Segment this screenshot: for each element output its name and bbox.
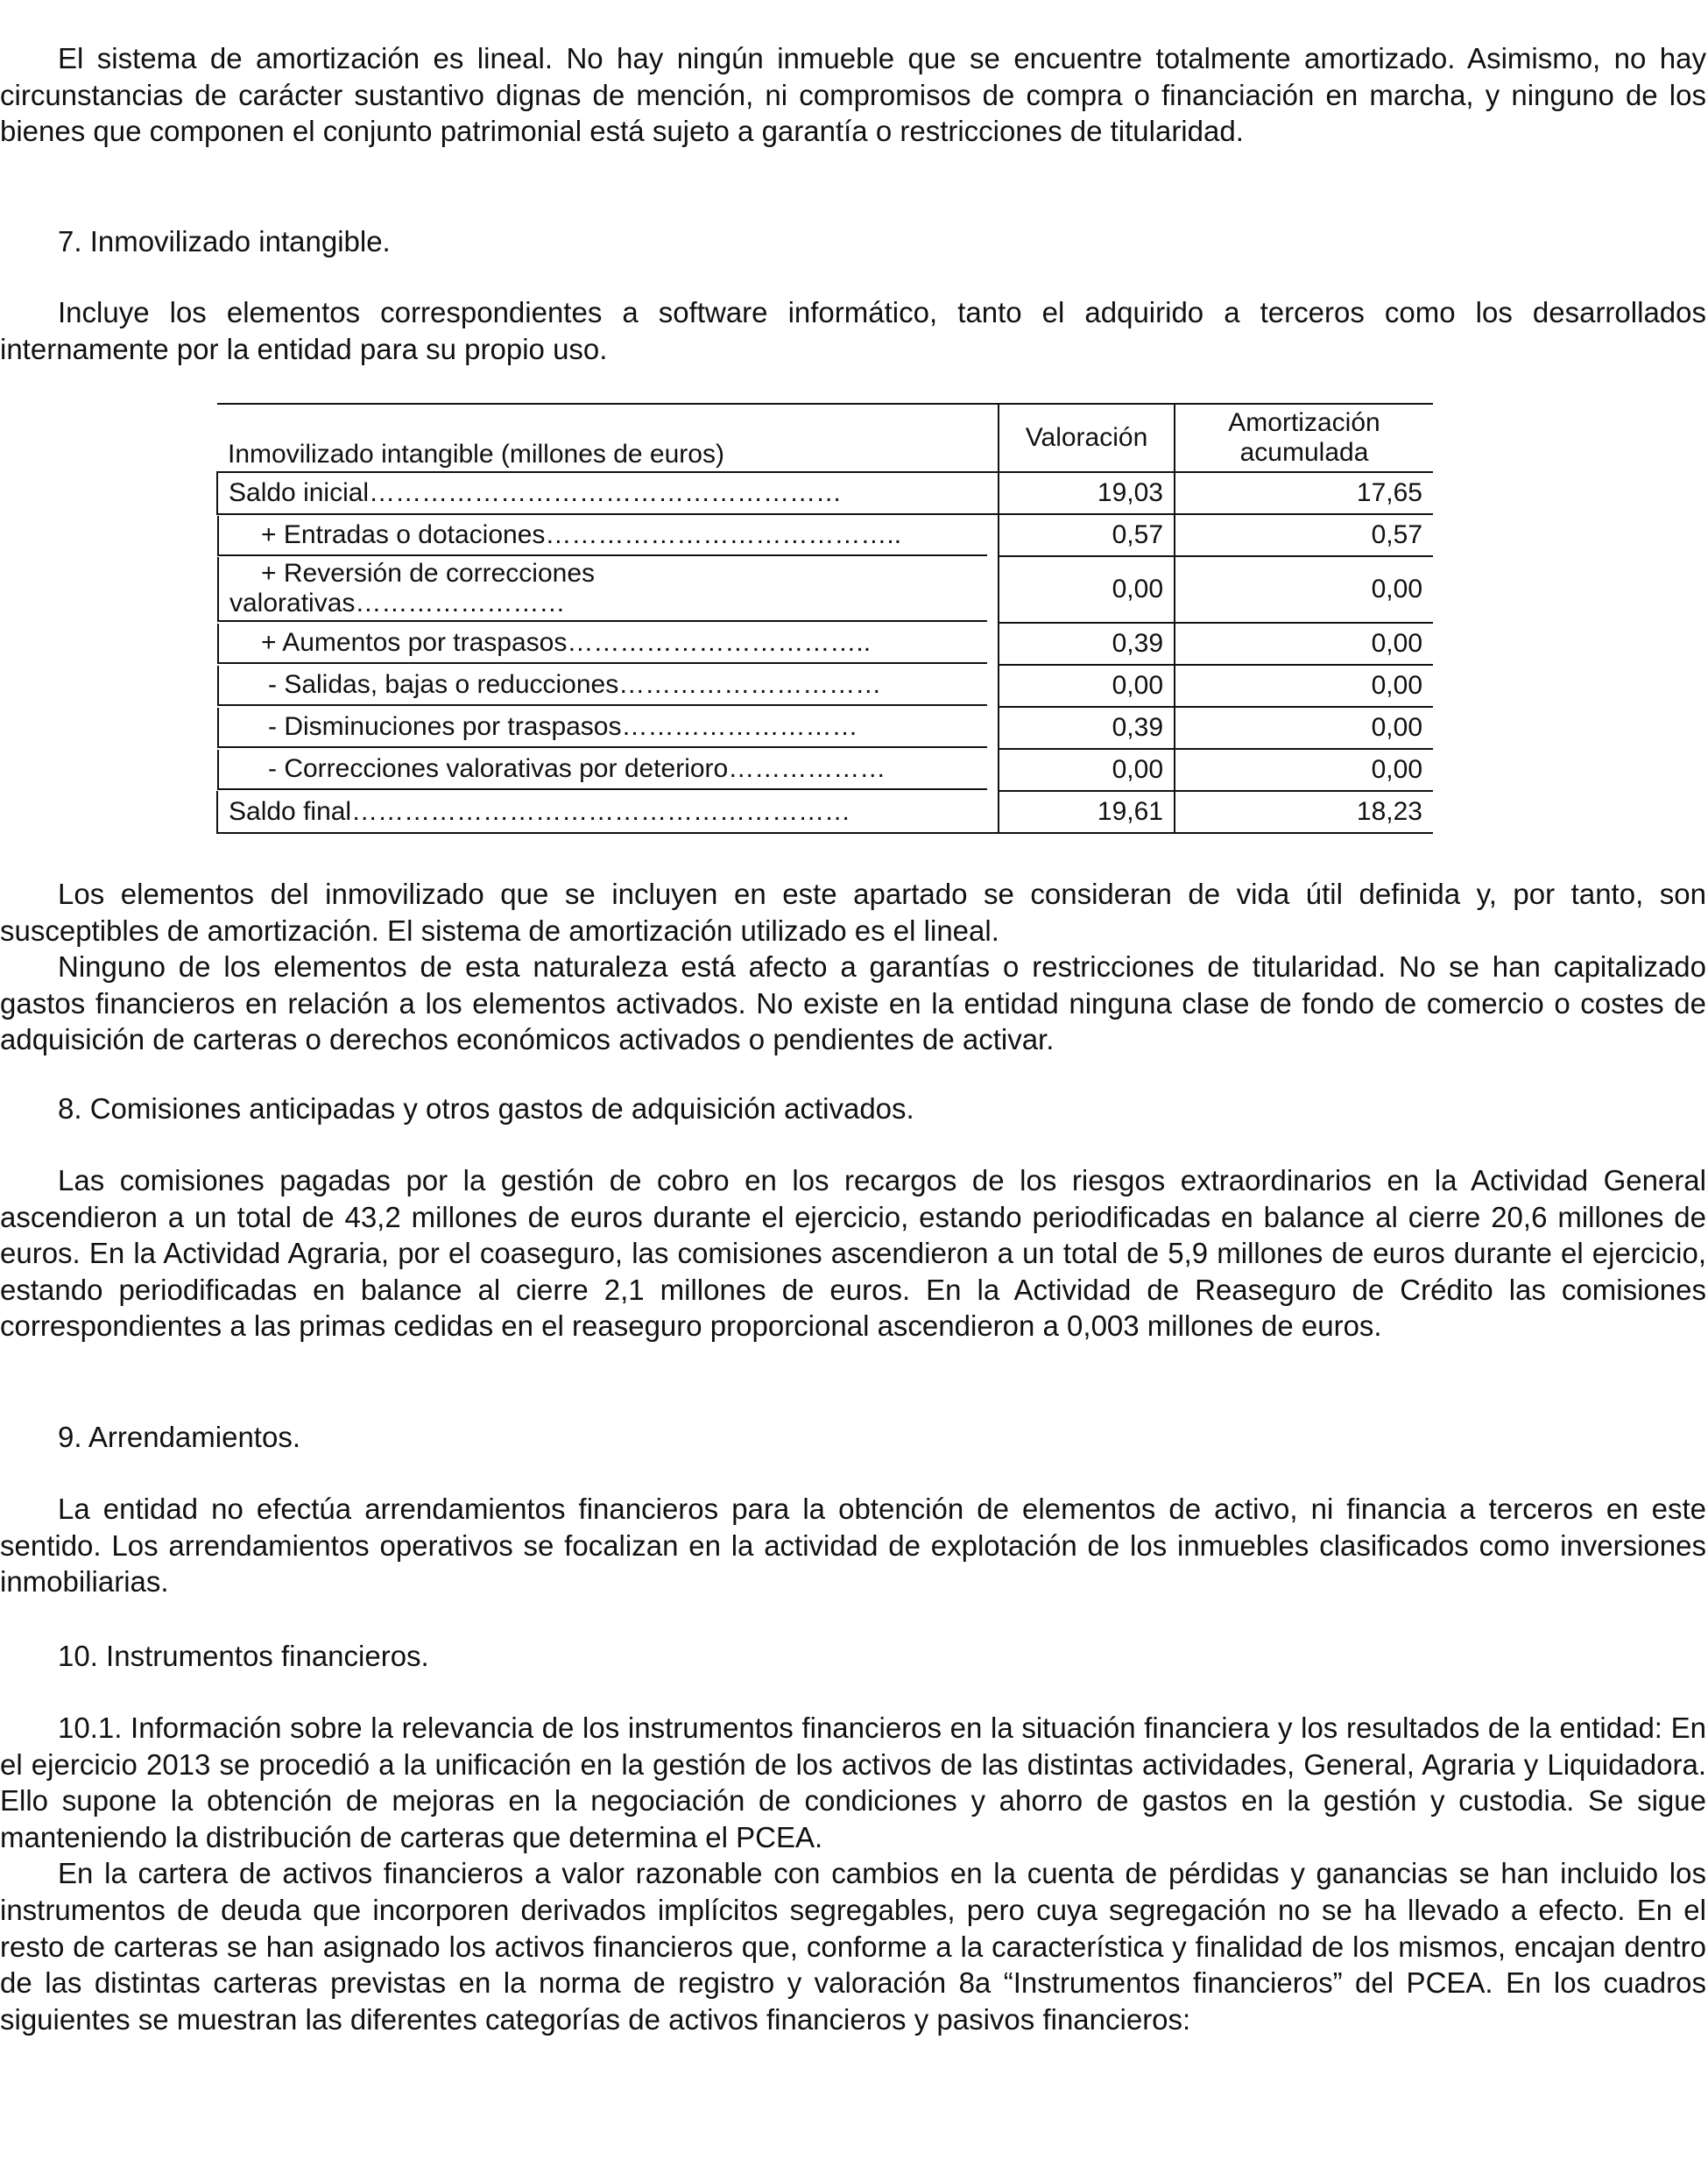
table-row [217,556,1433,623]
table-row [217,749,1433,791]
section-10-body [0,1710,1706,2037]
row-valoracion: 19,61 [999,791,1175,833]
row-label: - Disminuciones por traspasos……………………… [268,712,858,741]
row-valoracion: 0,39 [999,707,1175,749]
row-label-line2: valorativas…………………… [229,589,566,618]
paragraph-text: 10.1. Información sobre la relevancia de los instrumentos financieros en la situación financiera y los resultados de la entidad: En el ejercicio 2013 se procedió a la unificación en la gestión de los activos de las distintas actividades, General, Agraria y Liquidadora. Ello supone la obtención de mejoras en la negociación de condiciones y ahorro de gastos en la gestión y custodia. Se sigue manteniendo la distribución de carteras que determina el PCEA. [0,1712,1706,1853]
row-valoracion: 0,39 [999,623,1175,665]
paragraph-text: En la cartera de activos financieros a valor razonable con cambios en la cuenta de pérdidas y ganancias se han incluido los instrumentos de deuda que incorporen derivados implícitos segregables, pero cuya segregación no se ha llevado a efecto. En el resto de carteras se han asignado los activos financieros que, conforme a la característica y finalidad de los mismos, encajan dentro de las distintas carteras previstas en la norma de registro y valoración 8a “Instrumentos financieros” del PCEA. En los cuadros siguientes se muestran las diferentes categorías de activos financieros y pasivos financieros: [0,1857,1706,2036]
section-9-heading-block [0,1419,1706,1456]
table-row [217,707,1433,749]
row-label-cell [217,556,999,623]
intangible-assets-table-wrapper [216,403,1433,834]
section-heading: 7. Inmovilizado intangible. [58,225,391,258]
row-label-cell [217,623,999,665]
row-label-cell [217,707,999,749]
header-label-column: Inmovilizado intangible (millones de euros) [217,404,999,472]
section-heading: 9. Arrendamientos. [58,1421,300,1453]
row-valoracion: 0,57 [999,514,1175,556]
row-valoracion: 0,00 [999,556,1175,623]
section-7-after-table [0,876,1706,1058]
row-amortizacion: 17,65 [1175,472,1433,514]
intangible-assets-table [216,403,1433,834]
row-label-cell [217,665,999,707]
paragraph-text: El sistema de amortización es lineal. No hay ningún inmueble que se encuentre totalmente amortizado. Asimismo, no hay circunstancias de carácter sustantivo dignas de mención, ni compromisos de compra o financiación en marcha, y ninguno de los bienes que componen el conjunto patrimonial está sujeto a garantía o restricciones de titularidad. [0,42,1706,148]
row-amortizacion: 0,00 [1175,749,1433,791]
header-amortizacion [1175,404,1433,472]
paragraph-amortization-summary [0,40,1706,150]
row-valoracion: 0,00 [999,749,1175,791]
table-header-row [217,404,1433,472]
row-label-line1: + Reversión de correcciones [261,559,596,588]
row-label [229,559,595,618]
row-label: + Aumentos por traspasos…………………………….. [261,628,872,657]
row-valoracion: 19,03 [999,472,1175,514]
paragraph-text: Los elementos del inmovilizado que se incluyen en este apartado se consideran de vida útil definida y, por tanto, son susceptibles de amortización. El sistema de amortización utilizado es el lineal. [0,878,1706,947]
row-label: Saldo inicial……………………………………………… [217,472,999,514]
paragraph-text: Ninguno de los elementos de esta naturaleza está afecto a garantías o restricciones de titularidad. No se han capitalizado gastos financieros en relación a los elementos activados. No existe en la entidad ninguna clase de fondo de comercio o costes de adquisición de carteras o derechos económicos activados o pendientes de activar. [0,950,1706,1056]
section-7-heading-block [0,223,1706,260]
row-amortizacion: 0,57 [1175,514,1433,556]
paragraph-text: Incluye los elementos correspondientes a software informático, tanto el adquirido a terceros como los desarrollados internamente por la entidad para su propio uso. [0,296,1706,365]
table-row [217,514,1433,556]
section-9-body [0,1491,1706,1600]
table-row [217,472,1433,514]
table-row [217,623,1433,665]
paragraph-text: La entidad no efectúa arrendamientos financieros para la obtención de elementos de activo, ni financia a terceros en este sentido. Los arrendamientos operativos se focalizan en la actividad de explotación de los inmuebles clasificados como inversiones inmobiliarias. [0,1493,1706,1599]
row-amortizacion: 0,00 [1175,665,1433,707]
section-heading: 10. Instrumentos financieros. [58,1640,429,1672]
row-amortizacion: 0,00 [1175,707,1433,749]
row-label: - Salidas, bajas o reducciones………………………… [268,670,882,699]
table-row [217,791,1433,833]
header-amortizacion-line1: Amortización [1228,408,1380,437]
row-amortizacion: 0,00 [1175,556,1433,623]
row-label: Saldo final………………………………………………… [217,791,999,833]
row-label: - Correcciones valorativas por deterioro……………… [268,754,886,783]
section-7-intro [0,294,1706,367]
section-8-body [0,1162,1706,1345]
row-amortizacion: 0,00 [1175,623,1433,665]
row-amortizacion: 18,23 [1175,791,1433,833]
table-row [217,665,1433,707]
paragraph-text: Las comisiones pagadas por la gestión de cobro en los recargos de los riesgos extraordinarios en la Actividad General ascendieron a un total de 43,2 millones de euros durante el ejercicio, estando periodificadas en balance al cierre 20,6 millones de euros. En la Actividad Agraria, por el coaseguro, las comisiones ascendieron a un total de 5,9 millones de euros durante el ejercicio, estando periodificadas en balance al cierre 2,1 millones de euros. En la Actividad de Reaseguro de Crédito las comisiones correspondientes a las primas cedidas en el reaseguro proporcional ascendieron a 0,003 millones de euros. [0,1164,1706,1343]
header-valoracion: Valoración [999,404,1175,472]
row-valoracion: 0,00 [999,665,1175,707]
header-amortizacion-line2: acumulada [1239,438,1369,467]
section-8-heading-block [0,1091,1706,1127]
row-label: + Entradas o dotaciones………………………………….. [261,519,902,549]
row-label-cell [217,514,999,556]
section-heading: 8. Comisiones anticipadas y otros gastos de adquisición activados. [58,1092,914,1125]
section-10-heading-block [0,1638,1706,1675]
row-label-cell [217,749,999,791]
